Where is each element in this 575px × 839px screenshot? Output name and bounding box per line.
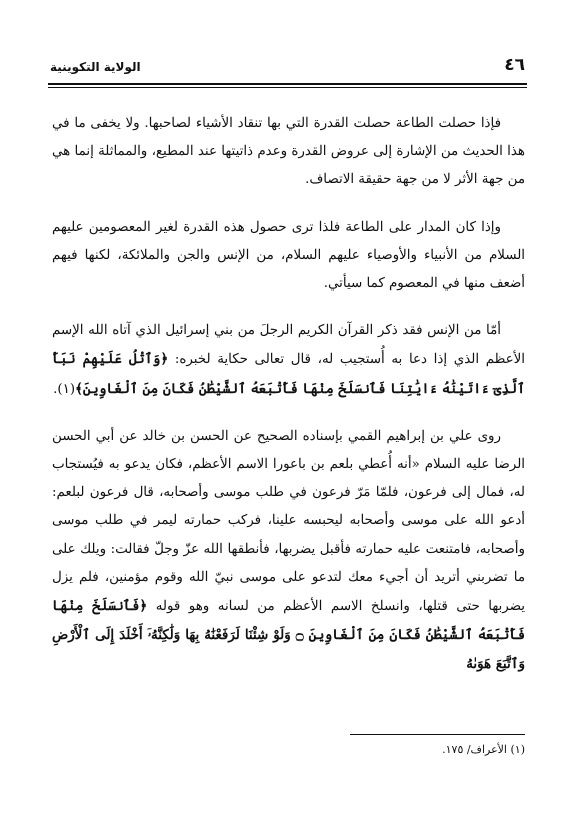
quran-verse: ﴿فَٱنسَلَخَ مِنْهَا فَأَتْبَعَهُ ٱلشَّيْطَٰنُ فَكَانَ مِنَ ٱلْغَاوِينَ ۝ وَلَوْ شِئْنَا لَرَفَعْنَٰهُ بِهَا وَلَٰكِنَّهُۥٓ أَخْلَدَ إِلَى ٱلْأَرْضِ وَٱتَّبَعَ هَوَىٰهُ [52,598,525,673]
body-text [52,110,525,699]
page-number: ٤٦ [504,55,525,75]
footnote-rule [350,734,525,735]
running-header-title: الولاية التكوينية [50,60,141,74]
footnote-ref: (١). [53,381,76,397]
footnote: (١) الأعراف/ ١٧٥. [442,743,525,756]
quran-verse: ﴿وَٱتْلُ عَلَيْهِمْ نَبَأَ ٱلَّذِىٓ ءَاتَيْنَٰهُ ءَايَٰتِنَا فَٱنسَلَخَ مِنْهَا فَأَتْبَعَهُ ٱلشَّيْطَٰنُ فَكَانَ مِنَ ٱلْغَاوِينَ﴾ [52,351,525,397]
paragraph-text: أمّا من الإنس فقد ذكر القرآن الكريم الرجلَ من بني إسرائيل الذي آتاه الله الإسم الأعظم الذي إذا دعا به أُستجيب له، قال تعالى حكاية لخبره: [52,323,525,368]
paragraph-1 [52,110,525,195]
paragraph-text: روى علي بن إبراهيم القمي بإسناده الصحيح عن الحسن بن خالد عن أبي الحسن الرضا عليه السلام «أنه أُعطي بلعم بن باعورا الاسم الأعظم، فكان يدعو به فيُستجاب له، فمال إلى فرعون، فلمّا مَرّ فرعون في طلب موسى وأصحابه، قال فرعون لبلعم: أدعو الله على موسى وأصحابه ليحبسه علينا، فركب حمارته ليمر في طلب موسى وأصحابه، فامتنعت عليه حمارته فأقبل يضربها، فأنطقها الله عزّ وجلّ فقالت: ويلك على ما تضربني أتريد أن أجيء معك لتدعو على موسى نبيّ الله وقوم مؤمنين، فلم يزل يضربها حتى قتلها، وانسلخ الاسم الأعظم من لسانه وهو قوله [52,428,525,615]
paragraph-2 [52,214,525,299]
paragraph-text: وإذا كان المدار على الطاعة فلذا ترى حصول هذه القدرة لغير المعصومين عليهم السلام من الأنبياء والأوصياء عليهم السلام، من الإنس والجن والملائكة، لكنها فيهم أضعف منها في المعصوم كما سيأتي. [52,219,525,292]
header-rule [48,83,527,88]
paragraph-text: فإذا حصلت الطاعة حصلت القدرة التي بها تنقاد الأشياء لصاحبها. ولا يخفى ما في هذا الحديث من الإشارة إلى عروض القدرة وعدم ذاتيتها عند المطيع، والمماثلة إنما هي من جهة الأثر لا من جهة حقيقة الاتصاف. [52,116,525,188]
paragraph-4 [52,423,525,680]
paragraph-3 [52,317,525,404]
